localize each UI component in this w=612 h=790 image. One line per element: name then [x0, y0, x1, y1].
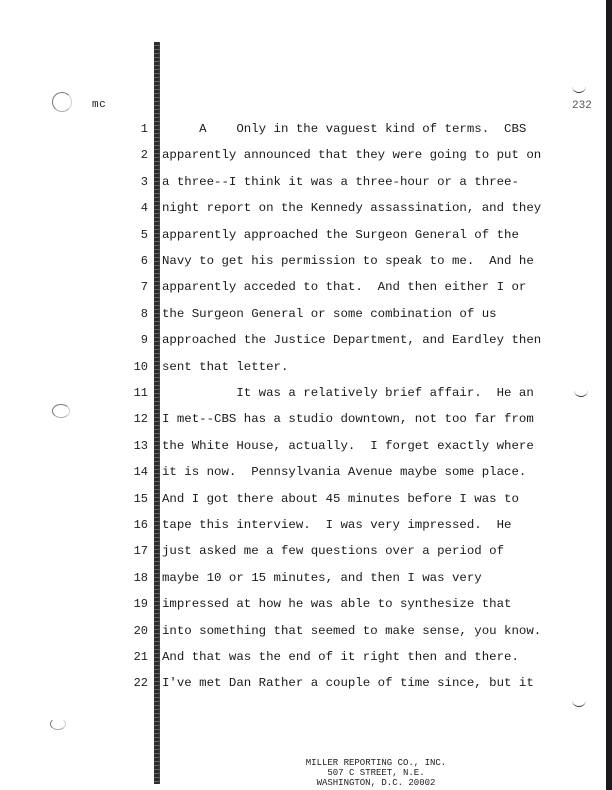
line-text: a three--I think it was a three-hour or a three- [162, 174, 519, 189]
line-number: 4 [140, 201, 148, 216]
line-text: And that was the end of it right then and there. [162, 650, 519, 664]
transcript-line [0, 251, 600, 277]
line-text: it is now. Pennsylvania Avenue maybe some place. [162, 465, 527, 480]
line-text: the White House, actually. I forget exactly where [162, 438, 534, 453]
punch-hole-top [52, 92, 72, 112]
transcript-line [0, 673, 600, 699]
transcript-line [0, 277, 600, 303]
line-number: 1 [140, 122, 148, 136]
transcript-line [0, 515, 600, 541]
line-number: 17 [133, 544, 148, 559]
transcript-line [0, 119, 600, 145]
line-number: 2 [140, 148, 148, 163]
footer-street: 507 C STREET, N.E. [327, 768, 425, 778]
line-text: And I got there about 45 minutes before I was to [162, 491, 519, 506]
line-text: A Only in the vaguest kind of terms. CBS [162, 122, 527, 136]
line-number: 6 [140, 254, 148, 268]
transcript-line [0, 225, 600, 251]
line-number: 15 [133, 491, 148, 506]
transcript-line [0, 357, 600, 383]
transcript-line [0, 568, 600, 594]
line-text: tape this interview. I was very impressed. He [162, 518, 512, 532]
transcript-line [0, 541, 600, 567]
line-number: 13 [133, 438, 148, 453]
line-number: 20 [133, 623, 148, 638]
line-text: I met--CBS has a studio downtown, not too far from [162, 412, 534, 427]
line-number: 12 [133, 412, 148, 427]
line-number: 16 [133, 518, 148, 532]
line-text: just asked me a few questions over a period of [162, 544, 505, 559]
footer-company: MILLER REPORTING CO., INC. [305, 758, 447, 768]
transcript-line [0, 436, 600, 462]
transcript-line [0, 172, 600, 198]
punch-hole-bottom [50, 718, 66, 730]
footer-city: WASHINGTON, D.C. 20002 [316, 778, 436, 788]
transcript-line [0, 594, 600, 620]
line-text: sent that letter. [162, 359, 289, 374]
reporter-footer [0, 758, 612, 788]
transcript-line [0, 647, 600, 673]
line-number: 14 [133, 465, 148, 480]
line-text: apparently announced that they were going to put on [162, 148, 542, 163]
line-number: 21 [133, 650, 148, 664]
line-text: the Surgeon General or some combination of us [162, 306, 497, 321]
transcript-line [0, 330, 600, 356]
line-text: approached the Justice Department, and Eardley then [162, 333, 542, 348]
transcript-line [0, 409, 600, 435]
line-text: apparently approached the Surgeon General of the [162, 227, 519, 242]
pen-mark-top [572, 82, 586, 93]
line-text: maybe 10 or 15 minutes, and then I was very [162, 570, 482, 585]
line-number: 10 [133, 359, 148, 374]
line-number: 9 [140, 333, 148, 348]
transcript-line [0, 304, 600, 330]
line-number: 7 [140, 280, 148, 295]
line-text: night report on the Kennedy assassination, and they [162, 201, 542, 216]
page-number: 232 [572, 100, 592, 112]
line-number: 18 [133, 570, 148, 585]
transcript-line [0, 462, 600, 488]
scan-edge-shadow [606, 0, 612, 790]
transcript-line [0, 383, 600, 409]
line-text: Navy to get his permission to speak to me. And he [162, 254, 534, 268]
line-text: impressed at how he was able to synthesize that [162, 597, 512, 612]
line-number: 22 [133, 676, 148, 691]
transcript-line [0, 198, 600, 224]
line-number: 5 [140, 227, 148, 242]
transcript-line [0, 621, 600, 647]
reporter-initials: mc [92, 99, 107, 111]
line-text: It was a relatively brief affair. He an [162, 386, 534, 400]
line-text: apparently acceded to that. And then either I or [162, 280, 527, 295]
line-text: into something that seemed to make sense, you know. [162, 623, 542, 638]
line-text: I've met Dan Rather a couple of time since, but it [162, 676, 534, 691]
line-number: 3 [140, 174, 148, 189]
line-number: 19 [133, 597, 148, 612]
transcript-line [0, 489, 600, 515]
line-number: 11 [133, 386, 148, 400]
transcript-line [0, 145, 600, 171]
line-number: 8 [140, 306, 148, 321]
